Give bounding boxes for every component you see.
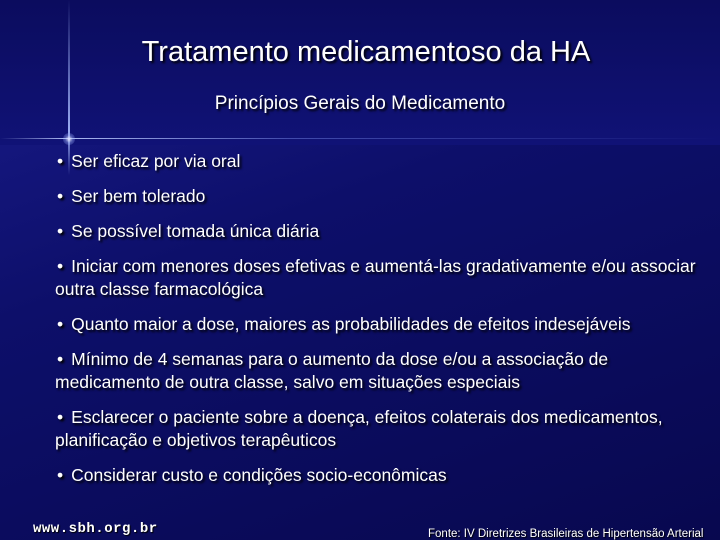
source-citation: Fonte: IV Diretrizes Brasileiras de Hipertensão Arterial [428, 528, 704, 540]
bullet-text: Quanto maior a dose, maiores as probabilidades de efeitos indesejáveis [71, 314, 631, 334]
bullet-text: Se possível tomada única diária [71, 221, 320, 241]
title-band [0, 0, 720, 145]
bullet-icon: • [57, 314, 64, 334]
bullet-item [55, 464, 715, 487]
bullet-item [55, 255, 715, 301]
bullet-text: Ser bem tolerado [71, 186, 206, 206]
slide-subtitle: Princípios Gerais do Medicamento [214, 93, 506, 114]
bullet-icon: • [57, 186, 64, 206]
bullet-icon: • [57, 407, 64, 427]
bullet-item [55, 220, 715, 243]
bullet-text: Considerar custo e condições socio-econômicas [71, 465, 447, 485]
website-link[interactable]: www.sbh.org.br [33, 521, 158, 537]
bullet-text: Mínimo de 4 semanas para o aumento da dose e/ou a associação de medicamento de outra classe, salvo em situações especiais [55, 349, 609, 392]
bullet-item [55, 406, 715, 452]
decorative-vertical-line [68, 0, 70, 175]
decorative-horizontal-line [0, 138, 720, 139]
bullet-icon: • [57, 221, 64, 241]
bullet-icon: • [57, 151, 64, 171]
slide-title: Tratamento medicamentoso da HA [141, 36, 591, 68]
bullet-text: Esclarecer o paciente sobre a doença, efeitos colaterais dos medicamentos, planificação e objetivos terapêuticos [55, 407, 663, 450]
bullet-list [55, 150, 715, 499]
bullet-icon: • [57, 349, 64, 369]
decorative-glow-icon [63, 133, 75, 145]
bullet-icon: • [57, 465, 64, 485]
bullet-item [55, 185, 715, 208]
bullet-text: Ser eficaz por via oral [71, 151, 241, 171]
bullet-item [55, 348, 715, 394]
bullet-text: Iniciar com menores doses efetivas e aumentá-las gradativamente e/ou associar outra classe farmacológica [55, 256, 696, 299]
bullet-icon: • [57, 256, 64, 276]
bullet-item [55, 150, 715, 173]
bullet-item [55, 313, 715, 336]
